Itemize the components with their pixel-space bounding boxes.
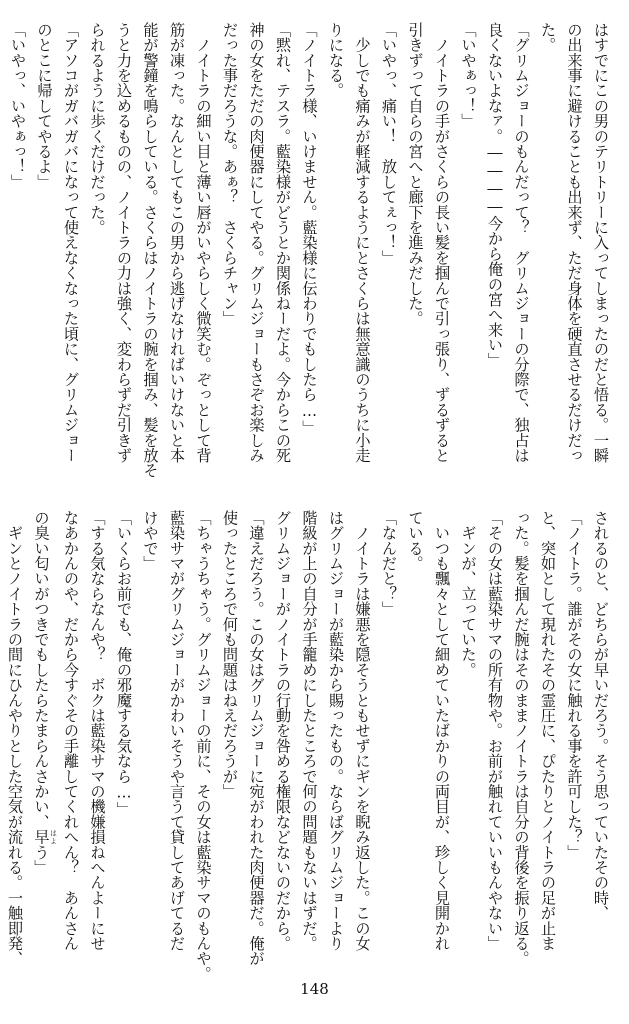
text-line — [0, 22, 5, 468]
text-line: 「違えだろう。この女はグリムジョーに宛がわれた肉便器だ。俺が — [247, 510, 266, 966]
text-line: 「いやっ、痛い！ 放してぇっ！」 — [380, 22, 398, 266]
text-line: ノイトラの細い目と薄い唇がいやらしく微笑む。ぞっとして背 — [194, 22, 213, 463]
text-line: のとこに帰してやるよ」 — [35, 22, 54, 190]
lower-text-block — [6, 510, 614, 982]
furigana: はよ — [49, 829, 58, 845]
text-line: ノイトラの手がさくらの長い髪を掴んで引っ張り、ずるずると — [433, 22, 451, 463]
text-line: なあかんのや、だから今すぐその手離してくれへん？ あんさん — [62, 510, 80, 951]
text-line: はグリムジョーが藍染から賜ったもの。ならばグリムジョーより — [327, 510, 345, 951]
text-line: と、突如として現れたその霊圧に、ぴたりとノイトラの足が止ま — [539, 510, 557, 951]
text-line: の臭い匂いがつきでもしたらたまらんさかい、早 はよう」 — [32, 510, 58, 875]
text-line: 能が警鐘を鳴らしている。さくらはノイトラの腕を掴み、髪を放そ — [141, 22, 160, 478]
text-line: りになる。 — [327, 22, 345, 98]
text-line: 「ノイトラ。誰がその女に触れる事を許可した？」 — [565, 510, 584, 860]
text-line: 引きずって自らの宮へと廊下を進みだした。 — [406, 22, 425, 326]
text-line: うと力を込めるものの、ノイトラの力は強く、変わらずだ引きず — [115, 22, 133, 463]
text-line: 「いくらお前でも、俺の邪魔する気なら…」 — [115, 510, 133, 817]
text-line: られるように歩くだけだった。 — [88, 22, 107, 235]
text-line — [0, 510, 2, 958]
text-line: 「なんだと？」 — [380, 510, 398, 617]
text-line: 「アソコがガバガバになって使えなくなった頃に、グリムジョー — [62, 22, 80, 463]
text-line: 「ノイトラ様、いけません。藍染様に伝わりでもしたら…」 — [300, 22, 319, 436]
text-line: た。 — [539, 22, 557, 53]
text-line: 神の女をただの肉便器にしてやる。グリムジョーもさぞお楽しみ — [247, 22, 266, 463]
text-line: 良くないよなァ。――――今から俺の宮へ来い」 — [486, 22, 504, 368]
text-line: 筋が凍った。なんとしてもこの男から逃げなければいけないと本 — [168, 22, 186, 463]
text-line: 「その女は藍染サマの所有物や。お前が触れていいもんやない」 — [486, 510, 504, 951]
text-line: グリムジョーがノイトラの行動を咎める権限などないのだから。 — [274, 510, 292, 951]
text-line: ギンとノイトラの間にひんやりとした空気が流れる。一触即発、 — [6, 510, 24, 966]
ruby-word: 早 はよ — [32, 829, 58, 845]
text-line: 「ちゃうちゃう。グリムジョーの前に、その女は藍染サマのもんや。 — [194, 510, 213, 982]
text-line: 「黙れ、テスラ。藍染様がどうとか関係ねーだよ。今からこの死 — [274, 22, 292, 463]
text-line: いつも飄々として細めていたばかりの両目が、珍しく見開かれ — [433, 510, 451, 951]
text-line: 「グリムジョーのもんだって？ グリムジョーの分際で、独占は — [512, 22, 531, 463]
text-line: 少しでも痛みが軽減するようにとさくらは無意識のうちに小走 — [353, 22, 372, 463]
text-line: されるのと、どちらが早いだろう。そう思っていたその時、 — [592, 510, 610, 921]
text-line: 藍染サマがグリムジョーがかわいそうや言うて貸してあげてるだ — [168, 510, 186, 951]
text-line: 「する気ならなんや？ ボクは藍染サマの機嫌損ねへんよーにせ — [88, 510, 107, 951]
text-line: ギンが、立っていた。 — [459, 510, 478, 678]
text-line: の出来事に避けることも出来ず、ただ身体を硬直させるだけだっ — [565, 22, 584, 463]
text-line: 階級が上の自分が手籠めにしたところで何の問題もないはずだ。 — [300, 510, 319, 951]
page-number: 148 — [300, 980, 329, 998]
text-line: けやで」 — [141, 510, 160, 571]
upper-text-block — [9, 22, 614, 478]
text-line: った。髪を掴んだ腕はそのままノイトラは自分の背後を振り返る。 — [512, 510, 531, 966]
text-line: ている。 — [406, 510, 425, 571]
text-line: 使ったところで何も問題はねえだろうが」 — [221, 510, 239, 799]
text-line: ノイトラは嫌悪を隠そうともせずにギンを睨み返した。この女 — [353, 510, 372, 951]
text-line: 「いやっ、いやぁっ！」 — [9, 22, 27, 190]
text-line: 「いやぁっ！」 — [459, 22, 478, 129]
text-line: だった事だろうな。あぁ？ さくらチャン」 — [221, 22, 239, 326]
text-line: はすでにこの男のテリトリーに入ってしまったのだと悟る。一瞬 — [592, 22, 610, 463]
